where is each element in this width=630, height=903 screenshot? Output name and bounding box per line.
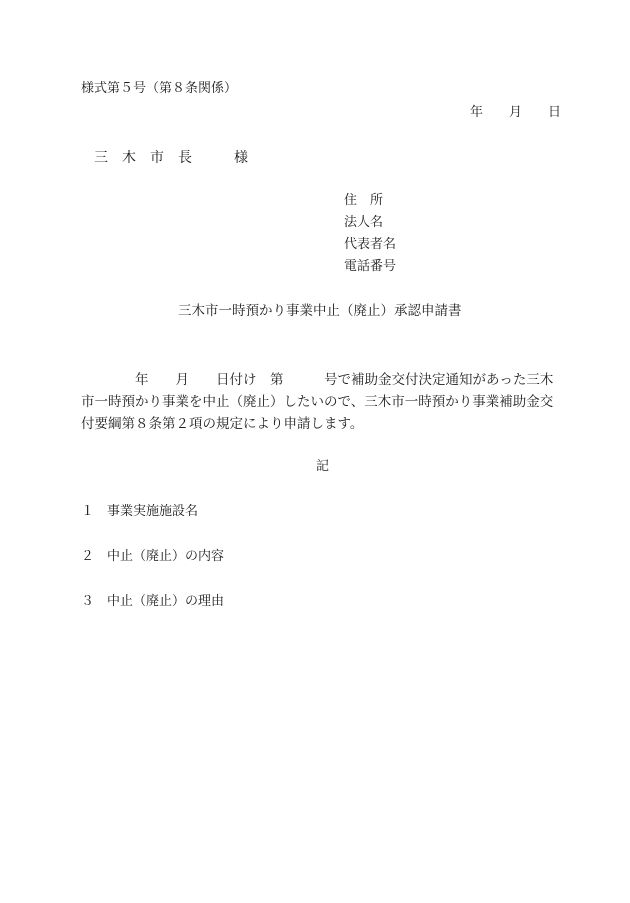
item-1-number: １ — [81, 504, 95, 519]
item-2-number: ２ — [81, 549, 95, 564]
addressee: 三 木 市 長 様 — [94, 150, 248, 166]
item-3-number: ３ — [81, 594, 95, 609]
item-1-label: 事業実施施設名 — [107, 504, 199, 519]
body-line-3: 付要綱第８条第２項の規定により申請します。 — [81, 416, 364, 432]
form-number: 様式第５号（第８条関係） — [81, 81, 238, 96]
document-title: 三木市一時預かり事業中止（廃止）承認申請書 — [178, 303, 462, 319]
address-label: 住 所 — [344, 193, 384, 208]
corporation-label: 法人名 — [344, 215, 384, 230]
note-heading: 記 — [316, 459, 330, 474]
body-line-2: 市一時預かり事業を中止（廃止）したいので、三木市一時預かり事業補助金交 — [81, 394, 554, 410]
item-2-label: 中止（廃止）の内容 — [107, 549, 225, 564]
date-line: 年 月 日 — [470, 105, 562, 120]
representative-label: 代表者名 — [344, 237, 397, 252]
item-3-label: 中止（廃止）の理由 — [107, 594, 225, 609]
body-line-1: 年 月 日付け 第 号で補助金交付決定通知があった三木 — [81, 372, 554, 388]
phone-label: 電話番号 — [344, 259, 397, 274]
